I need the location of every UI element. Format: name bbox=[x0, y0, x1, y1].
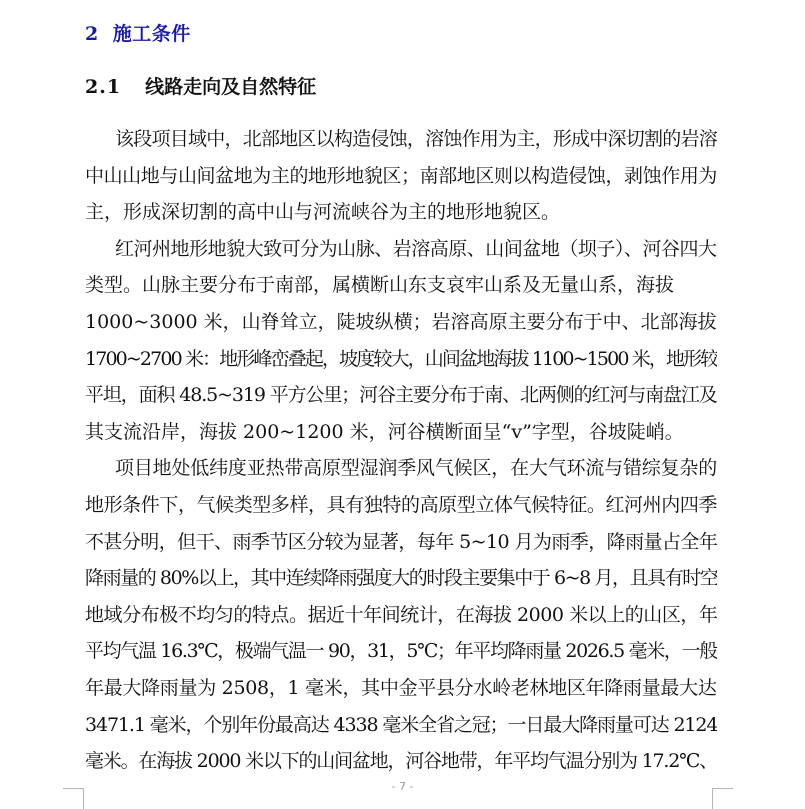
subsection-number: 2.1 bbox=[85, 76, 122, 98]
text-line: 不甚分明，但干、雨季节区分较为显著，每年 5~10 月为雨季，降雨量占全年 bbox=[85, 530, 717, 553]
text-line: 毫米。在海拔 2000 米以下的山间盆地，河谷地带，年平均气温分别为 17.2℃、 bbox=[85, 750, 717, 773]
section-title: 施工条件 bbox=[112, 23, 191, 45]
subsection-title: 线路走向及自然特征 bbox=[145, 76, 317, 98]
section-heading bbox=[85, 19, 191, 46]
page-number: - 7 - bbox=[391, 780, 414, 793]
text-line: 主，形成深切割的高中山与河流峡谷为主的地形地貌区。 bbox=[85, 201, 561, 224]
section-number: 2 bbox=[85, 23, 99, 45]
text-line: 降雨量的 80%以上，其中连续降雨强度大的时段主要集中于 6~8 月，且具有时空 bbox=[85, 567, 717, 590]
text-line: 其支流沿岸，海拔 200~1200 米，河谷横断面呈“v”字型，谷坡陡峭。 bbox=[85, 420, 684, 443]
body-text bbox=[85, 121, 717, 780]
text-line: 平均气温 16.3℃，极端气温一 90，31，5℃；年平均降雨量 2026.5 毫米，一般 bbox=[85, 640, 717, 663]
text-line: 中山山地与山间盆地为主的地形地貌区；南部地区则以构造侵蚀，剥蚀作用为 bbox=[85, 164, 717, 187]
text-line: 类型。山脉主要分布于南部，属横断山东支哀牢山系及无量山系，海拔 bbox=[85, 274, 675, 297]
text-line: 该段项目域中，北部地区以构造侵蚀，溶蚀作用为主，形成中深切割的岩溶 bbox=[115, 128, 717, 150]
text-line: 地域分布极不均匀的特点。据近十年间统计，在海拔 2000 米以上的山区，年 bbox=[85, 603, 717, 626]
text-line: 红河州地形地貌大致可分为山脉、岩溶高原、山间盆地（坝子）、河谷四大 bbox=[115, 237, 717, 260]
subsection-heading bbox=[85, 72, 316, 99]
text-line: 项目地处低纬度亚热带高原型湿润季风气候区，在大气环流与错综复杂的 bbox=[115, 457, 717, 480]
text-line: 1000~3000 米，山脊耸立，陡坡纵横；岩溶高原主要分布于中、北部海拔 bbox=[85, 310, 717, 333]
text-line: 年最大降雨量为 2508，1 毫米，其中金平县分水岭老林地区年降雨量最大达 bbox=[85, 676, 717, 699]
text-line: 平坦，面积 48.5~319 平方公里；河谷主要分布于南、北两侧的红河与南盘江及 bbox=[85, 384, 717, 407]
text-line: 3471.1 毫米，个别年份最高达 4338 毫米全省之冠；一日最大降雨量可达 2124 bbox=[85, 713, 717, 736]
text-line: 地形条件下，气候类型多样，具有独特的高原型立体气候特征。红河州内四季 bbox=[85, 493, 717, 516]
text-line: 1700~2700 米：地形峰峦叠起，坡度较大，山间盆地海拔 1100~1500 米，地形较 bbox=[85, 347, 717, 370]
